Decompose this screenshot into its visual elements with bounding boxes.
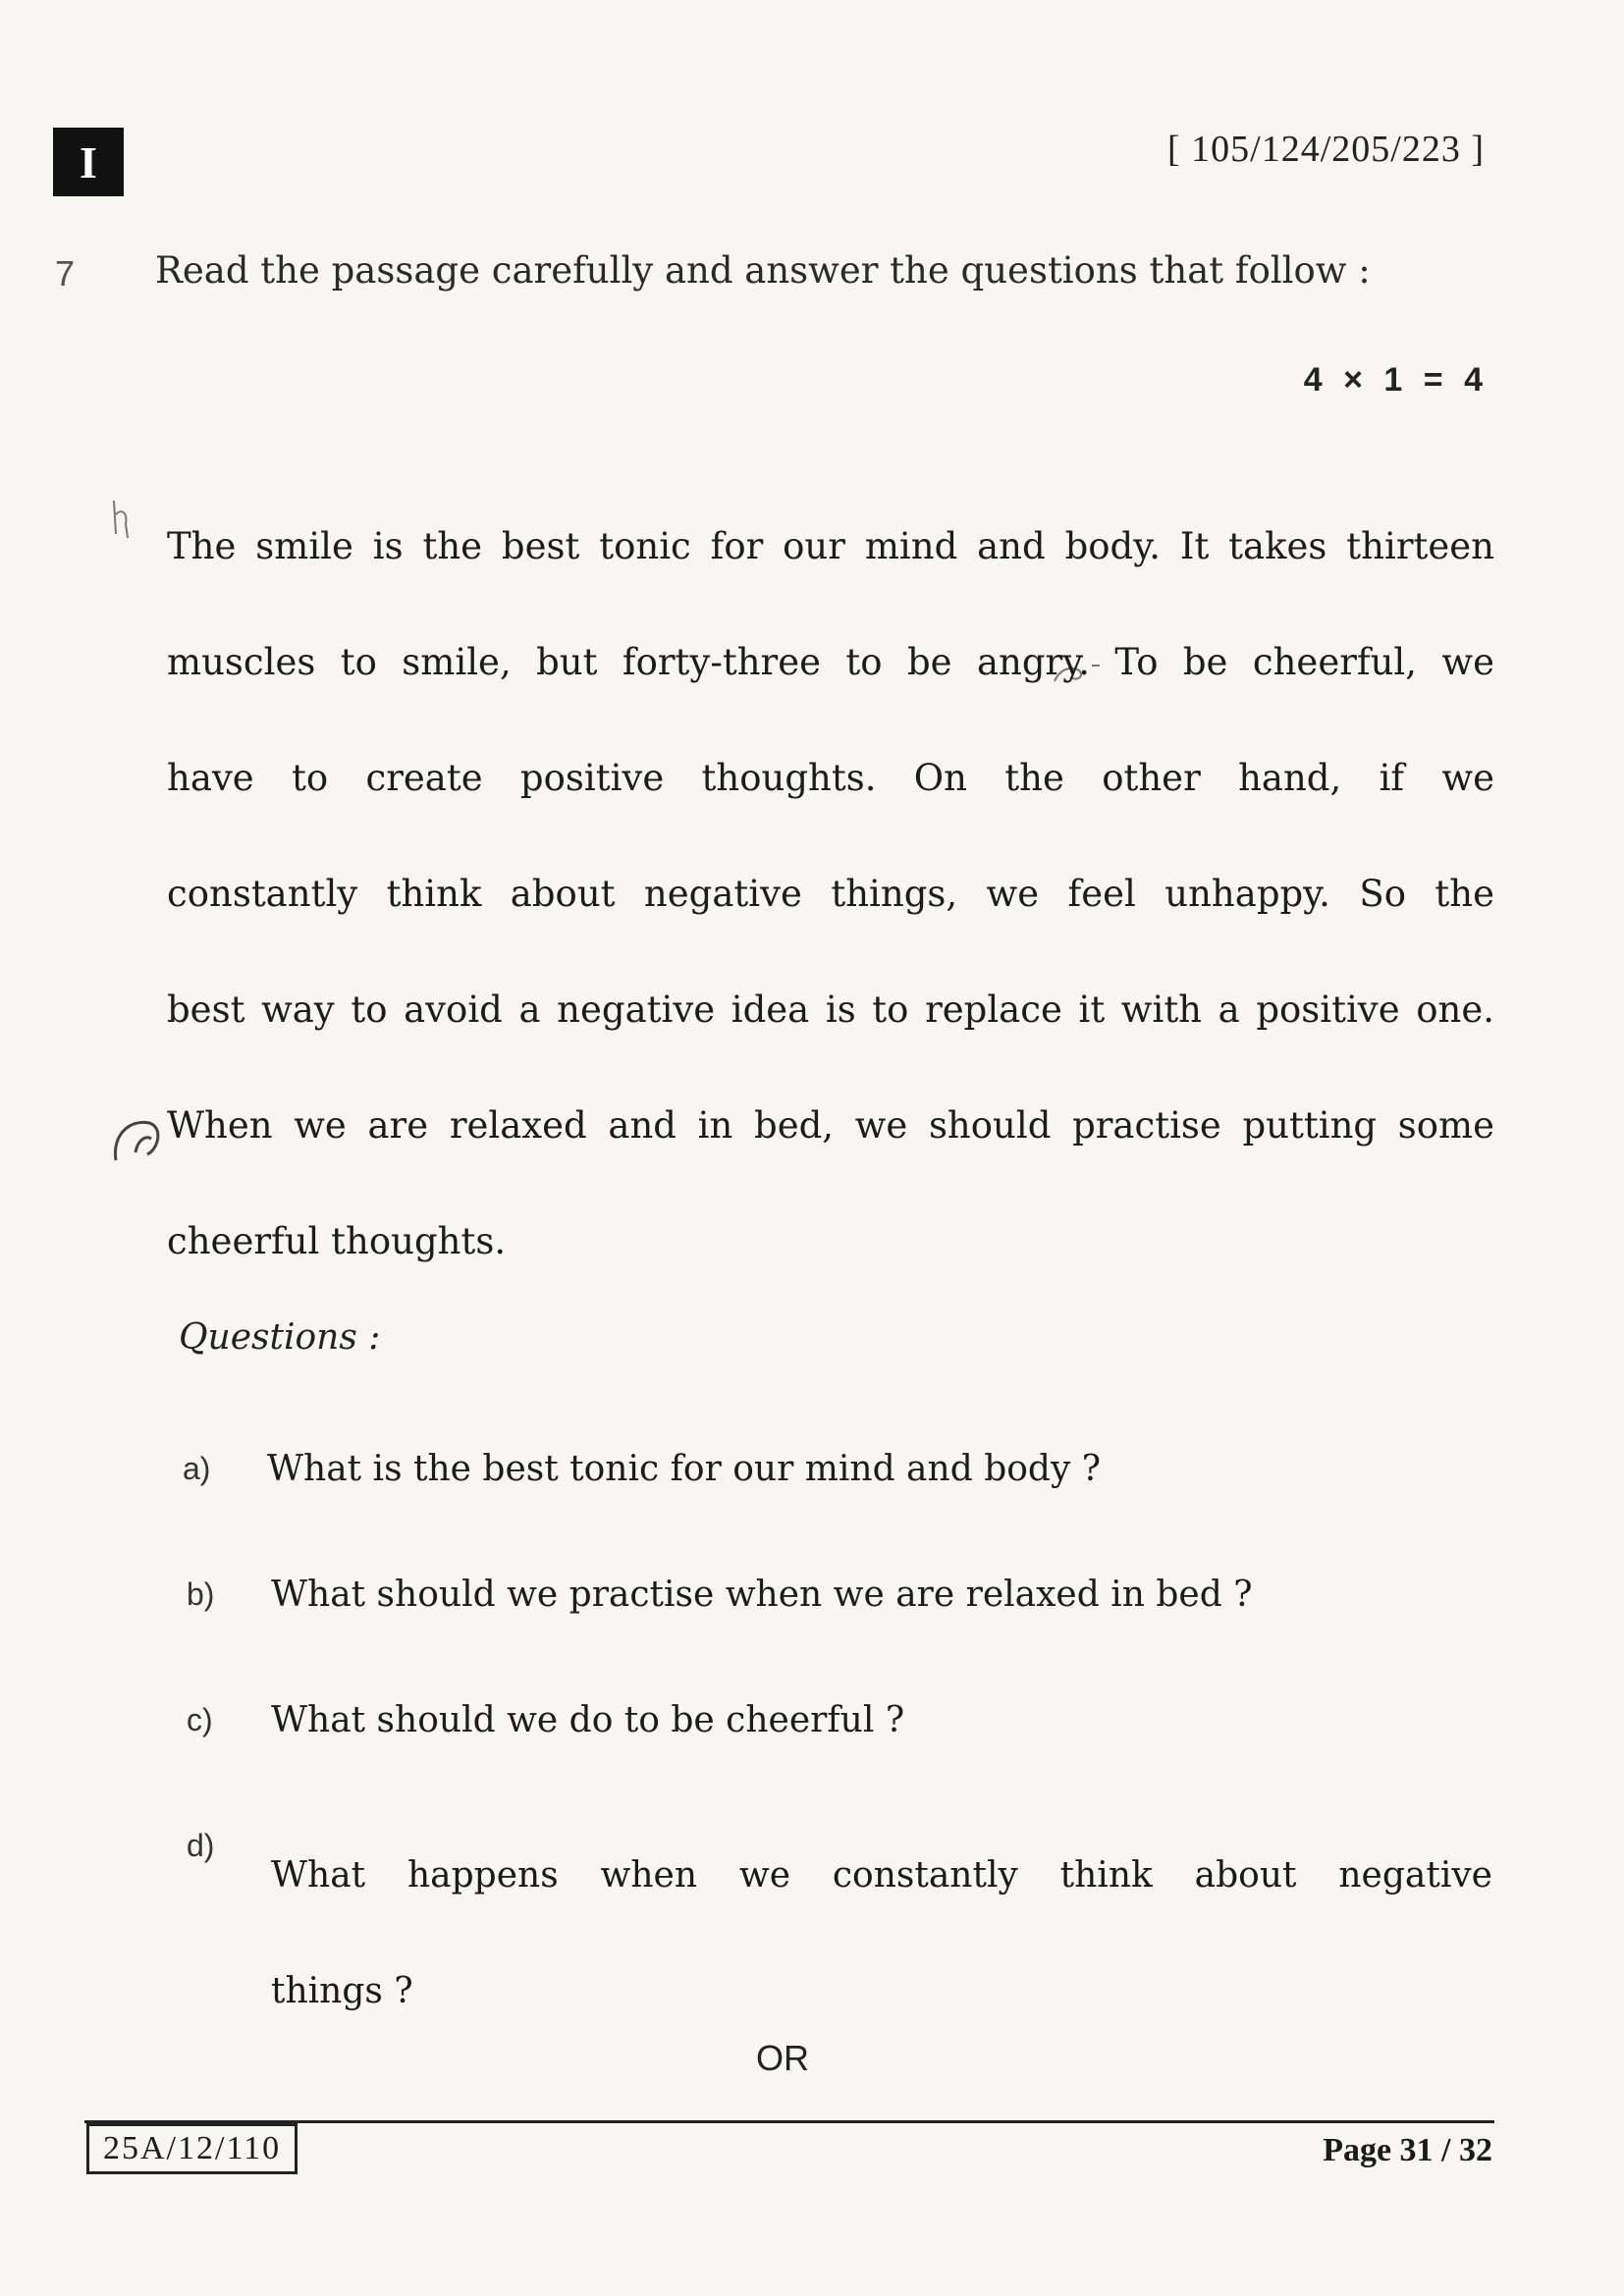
pen-mark-icon	[110, 1105, 169, 1174]
passage-line: cheerful thoughts.	[167, 1220, 507, 1262]
passage-line: have to create positive thoughts. On the other hand, if we	[167, 757, 1494, 799]
passage-line: The smile is the best tonic for our mind and body. It takes thirteen	[167, 525, 1494, 567]
questions-heading: Questions :	[179, 1317, 381, 1358]
passage-line: best way to avoid a negative idea is to replace it with a positive one.	[167, 988, 1494, 1031]
question-label-b: b)	[187, 1576, 215, 1612]
reading-passage	[167, 489, 1494, 1300]
question-a: What is the best tonic for our mind and body ?	[267, 1449, 1102, 1489]
question-instruction: Read the passage carefully and answer the questions that follow :	[155, 249, 1371, 292]
question-d-line: things ?	[271, 1971, 413, 2011]
passage-line: muscles to smile, but forty-three to be angry. To be cheerful, we	[167, 641, 1494, 683]
footer-page-number: Page 31 / 32	[1323, 2132, 1492, 2168]
question-d-line: What happens when we constantly think about negative	[271, 1855, 1492, 1896]
question-c: What should we do to be cheerful ?	[271, 1700, 905, 1740]
question-number: 7	[55, 253, 76, 294]
or-separator: OR	[756, 2038, 809, 2078]
question-label-d: d)	[187, 1828, 215, 1863]
section-badge: I	[53, 128, 124, 196]
question-b: What should we practise when we are relaxed in bed ?	[271, 1575, 1253, 1615]
marks-allocation: 4 × 1 = 4	[1303, 361, 1489, 399]
passage-line: constantly think about negative things, we feel unhappy. So the	[167, 873, 1494, 915]
footer-paper-code: 25A/12/110	[86, 2123, 298, 2174]
pen-mark-icon	[106, 495, 135, 554]
question-label-c: c)	[187, 1702, 213, 1737]
passage-line: When we are relaxed and in bed, we should practise putting some	[167, 1104, 1494, 1147]
question-label-a: a)	[183, 1451, 211, 1486]
paper-codes: [ 105/124/205/223 ]	[1167, 129, 1485, 170]
question-d	[271, 1818, 1492, 2050]
